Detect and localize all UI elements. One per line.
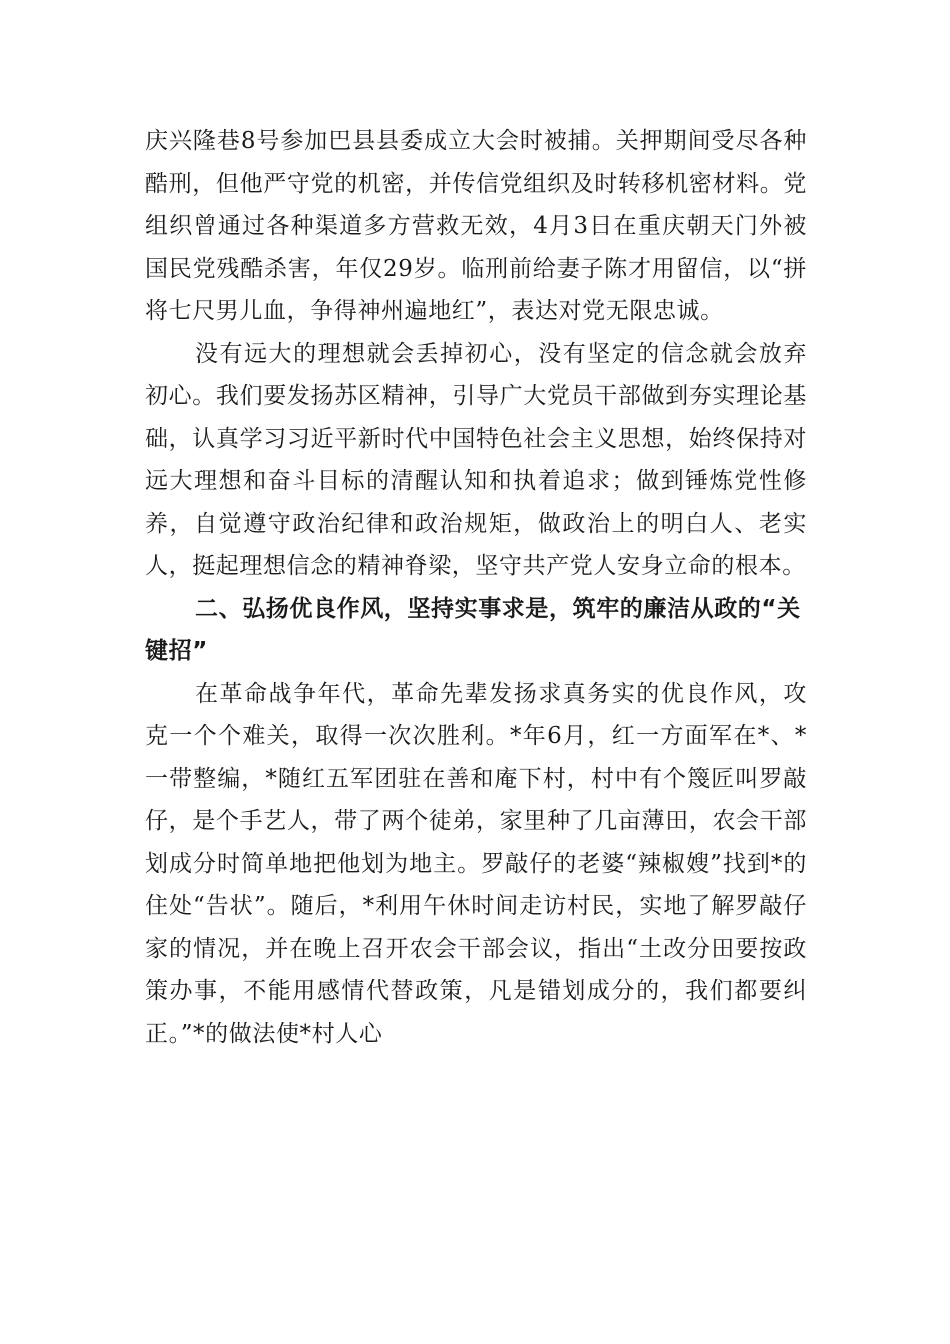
- section-heading: 二、弘扬优良作风，坚持实事求是，筑牢的廉洁从政的“关键招”: [145, 595, 801, 664]
- paragraph-ideals: 没有远大的理想就会丢掉初心，没有坚定的信念就会放弃初心。我们要发扬苏区精神，引导广大党员干部做到夯实理论基础，认真学习习近平新时代中国特色社会主义思想，始终保持对远大理想和奋斗目标的清醒认知和执着追求；做到锤炼党性修养，自觉遵守政治纪律和政治规矩，做政治上的明白人、老实人，挺起理想信念的精神脊梁，坚守共产党人安身立命的根本。: [145, 340, 807, 579]
- paragraph-style: 在革命战争年代，革命先辈发扬求真务实的优良作风，攻克一个个难关，取得一次次胜利。*年6月，红一方面军在*、*一带整编，*随红五军团驻在善和庵下村，村中有个篾匠叫罗敲仔，是个手艺人，带了两个徒弟，家里种了几亩薄田，农会干部划成分时简单地把他划为地主。罗敲仔的老婆“辣椒嫂”找到*的住处“告状”。随后，*利用午休时间走访村民，实地了解罗敲仔家的情况，并在晚上召开农会干部会议，指出“土改分田要按政策办事，不能用感情代替政策，凡是错划成分的，我们都要纠正。”*的做法使*村人心: [145, 680, 807, 1047]
- paragraph-continuation: 庆兴隆巷8号参加巴县县委成立大会时被捕。关押期间受尽各种酷刑，但他严守党的机密，并传信党组织及时转移机密材料。党组织曾通过各种渠道多方营救无效，4月3日在重庆朝天门外被国民党残酷杀害，年仅29岁。临刑前给妻子陈才用留信，以“拼将七尺男儿血，争得神州遍地红”，表达对党无限忠诚。: [145, 128, 807, 324]
- document-body: [145, 120, 807, 1055]
